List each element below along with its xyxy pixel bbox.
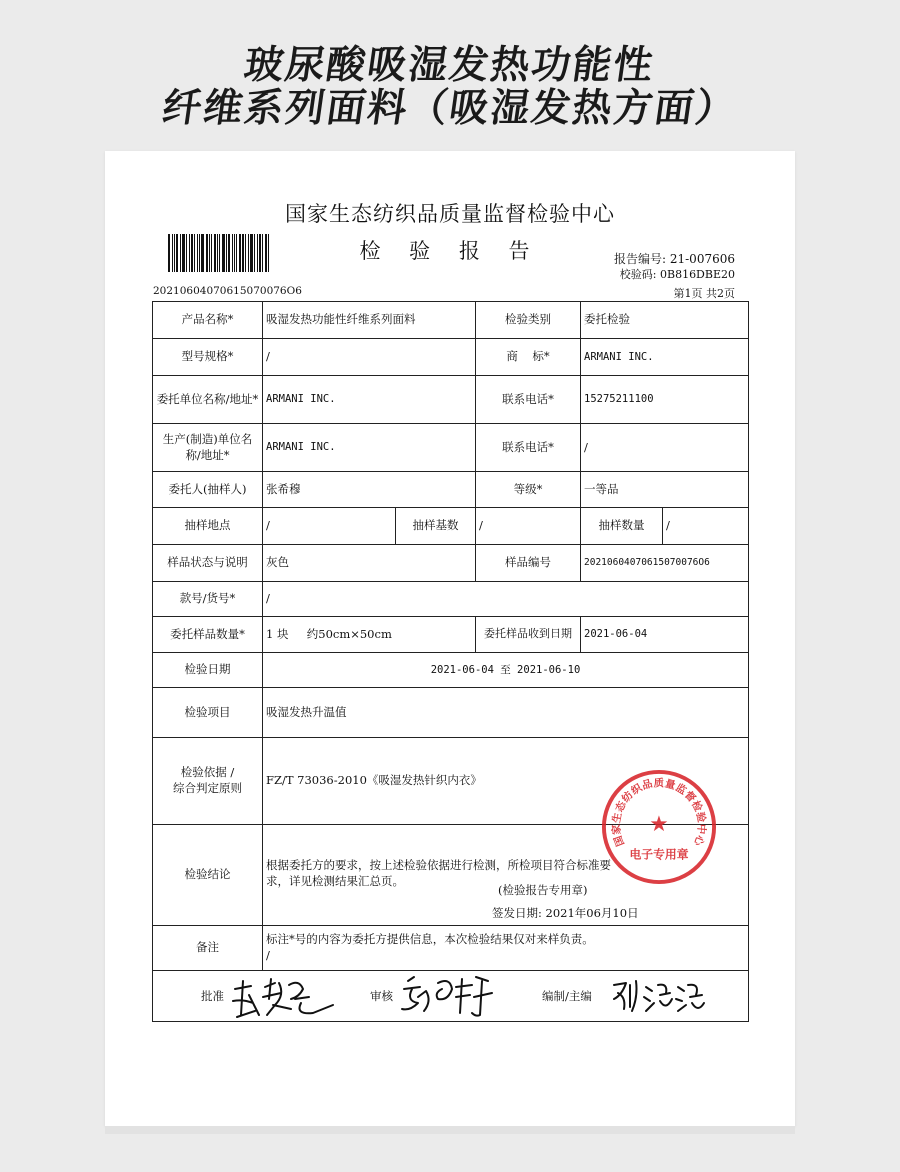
barcode-bar [268,234,269,272]
barcode-bar [197,234,198,272]
page-info: 第1页 共2页 [673,287,735,300]
barcode-bar [172,234,173,272]
grade-label: 等级* [476,472,581,508]
issue-date: 签发日期: 2021年06月10日 [492,906,639,920]
test-type-value: 委托检验 [581,302,749,339]
barcode-bar [214,234,216,272]
requester-value: 张希穆 [263,472,476,508]
requester-label: 委托人(抽样人) [153,472,263,508]
phone-label: 联系电话* [476,376,581,424]
style-no-value: / [263,582,749,617]
table-row [153,617,749,653]
barcode-bar [186,234,187,272]
product-name-value: 吸湿发热功能性纤维系列面料 [263,302,476,339]
manufacturer-label: 生产(制造)单位名称/地址* [153,424,263,472]
barcode-bar [219,234,220,272]
compiler-signature [608,977,708,1017]
official-seal [600,768,718,886]
approver-signature [229,975,339,1019]
barcode-bar [250,234,253,272]
check-code: 校验码: 0B816DBE20 [619,268,735,281]
barcode-bar [248,234,249,272]
barcode-bar [211,234,212,272]
barcode-bar [176,234,178,272]
sample-state-label: 样品状态与说明 [153,545,263,582]
basis-label [153,738,263,825]
sample-base-label: 抽样基数 [396,508,476,545]
table-row [153,688,749,738]
barcode [168,234,272,272]
barcode-bar [209,234,210,272]
barcode-bar [254,234,255,272]
barcode-bar [168,234,170,272]
table-row [153,339,749,376]
seal-note: (检验报告专用章) [498,883,588,897]
barcode-bar [217,234,218,272]
style-no-label: 款号/货号* [153,582,263,617]
banner-title-line1: 玻尿酸吸湿发热功能性 [241,43,658,88]
remark-text: 标注*号的内容为委托方提供信息，本次检验结果仅对来样负责。 [266,932,594,947]
seal-ring-text: 国家生态纺织品质量监督检验中心 [610,777,708,848]
basis-label-line2: 综合判定原则 [173,781,242,795]
barcode-bar [206,234,208,272]
report-number: 报告编号: 21-007606 [614,252,735,266]
barcode-bar [228,234,230,272]
barcode-bar [199,234,200,272]
seal-star-icon: ★ [649,811,669,837]
signature-cell [153,971,749,1022]
barcode-bar [180,234,181,272]
reviewer-signature [398,973,498,1019]
entrusted-qty-label: 委托样品数量* [153,617,263,653]
remark-cell [263,926,749,971]
table-row [153,424,749,472]
barcode-bar [239,234,241,272]
review-label: 审核 [370,989,393,1003]
sample-place-value: / [263,508,396,545]
conclusion-label: 检验结论 [153,825,263,926]
sample-qty-value: / [663,508,749,545]
barcode-bar [259,234,261,272]
table-row [153,582,749,617]
sample-no-value: 20210604070615070076O6 [581,545,749,582]
manufacturer-value: ARMANI INC. [263,424,476,472]
barcode-bar [262,234,263,272]
phone2-value: / [581,424,749,472]
sample-place-label: 抽样地点 [153,508,263,545]
model-label: 型号规格* [153,339,263,376]
report-table [152,301,749,1022]
sample-state-value: 灰色 [263,545,476,582]
conclusion-text: 根据委托方的要求，按上述检验依据进行检测，所检项目符合标准要求，详见检测结果汇总页。 [266,858,611,888]
paper-shadow [105,1126,795,1134]
sample-base-value: / [476,508,581,545]
basis-value: FZ/T 73036-2010《吸湿发热针织内衣》 [263,738,749,825]
seal-center-text: 电子专用章 [629,847,689,862]
received-date-label: 委托样品收到日期 [476,617,581,653]
table-row [153,653,749,688]
table-row [153,971,749,1022]
barcode-bar [182,234,185,272]
barcode-bar [265,234,267,272]
barcode-bar [257,234,258,272]
phone-value: 15275211100 [581,376,749,424]
test-date-value: 2021-06-04 至 2021-06-10 [263,653,749,688]
trademark-label: 商 标* [476,339,581,376]
product-name-label: 产品名称* [153,302,263,339]
grade-value: 一等品 [581,472,749,508]
barcode-bar [201,234,204,272]
client-value: ARMANI INC. [263,376,476,424]
barcode-bar [174,234,175,272]
barcode-bar [242,234,244,272]
barcode-bar [245,234,246,272]
table-row [153,508,749,545]
remark-label: 备注 [153,926,263,971]
table-row [153,926,749,971]
table-row [153,545,749,582]
barcode-bar [191,234,193,272]
entrusted-qty-value: 1 块 约50cm×50cm [263,617,476,653]
test-date-label: 检验日期 [153,653,263,688]
barcode-bar [222,234,225,272]
barcode-bar [226,234,227,272]
barcode-bar [234,234,235,272]
sample-no-label: 样品编号 [476,545,581,582]
trademark-value: ARMANI INC. [581,339,749,376]
compile-label: 编制/主编 [542,989,592,1003]
test-item-value: 吸湿发热升温值 [263,688,749,738]
inspection-center-name: 国家生态纺织品质量监督检验中心 [285,202,615,226]
report-heading: 检 验 报 告 [359,239,541,263]
phone2-label: 联系电话* [476,424,581,472]
barcode-bar [189,234,190,272]
basis-label-line1: 检验依据 / [180,765,235,780]
test-item-label: 检验项目 [153,688,263,738]
table-row [153,376,749,424]
test-type-label: 检验类别 [476,302,581,339]
table-row [153,472,749,508]
barcode-bar [232,234,233,272]
banner-title-line2: 纤维系列面料（吸湿发热方面） [159,86,740,131]
client-label: 委托单位名称/地址* [153,376,263,424]
signature-row [153,971,748,1021]
table-row [153,302,749,339]
sample-qty-label: 抽样数量 [581,508,663,545]
received-date-value: 2021-06-04 [581,617,749,653]
barcode-bar [194,234,195,272]
barcode-number: 20210604070615070076O6 [153,285,302,297]
barcode-bar [236,234,237,272]
approve-label: 批准 [201,989,224,1003]
model-value: / [263,339,476,376]
remark-slash: / [266,948,270,962]
